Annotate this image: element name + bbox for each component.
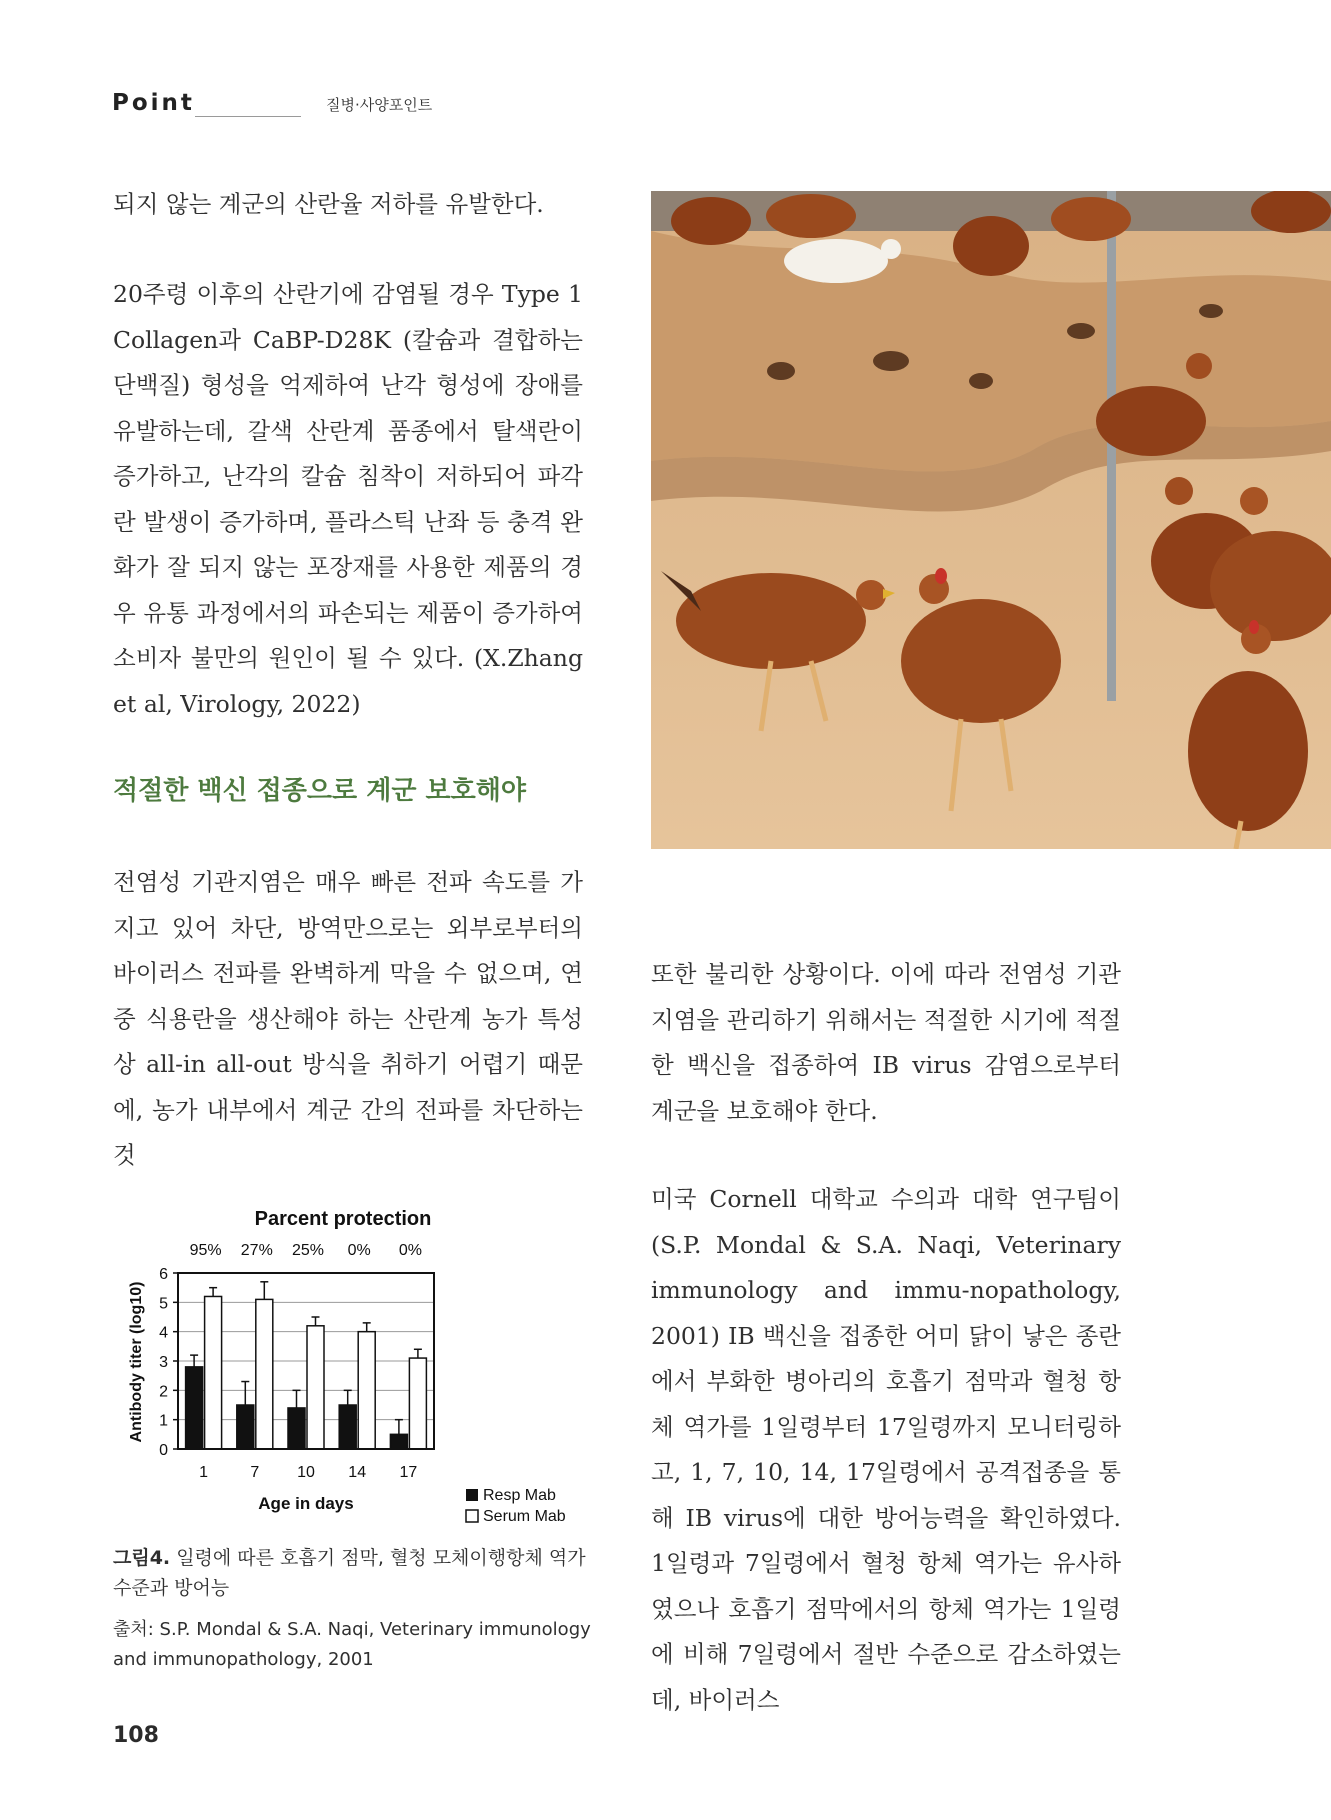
- page-number: 108: [113, 1723, 159, 1748]
- header-section-label: 질병·사양포인트: [326, 96, 433, 114]
- chart-y-tick-label: 6: [159, 1266, 168, 1283]
- figure-caption-label: 그림4.: [113, 1547, 171, 1569]
- bar-serum-mab: [205, 1296, 222, 1449]
- bar-serum-mab: [307, 1326, 324, 1449]
- legend-serum-label: Serum Mab: [483, 1508, 566, 1525]
- bar-resp-mab: [339, 1405, 356, 1449]
- header-rule: [195, 116, 301, 117]
- legend-serum-swatch: [466, 1510, 478, 1522]
- chart-protection-label: 27%: [240, 1242, 273, 1259]
- bar-serum-mab: [358, 1332, 375, 1449]
- bar-resp-mab: [288, 1408, 305, 1449]
- right-paragraph-2: 미국 Cornell 대학교 수의과 대학 연구팀이 (S.P. Mondal & S.A. Naqi, Veterinary immunology and immu-nopathology, 2001) IB 백신을 접종한 어미 닭이 낳은 종란에서 부화한 병아리의 호흡기 점막과 혈청 항체 역가를 1일령부터 17일령까지 모니터링하고, 1, 7, 10, 14, 17일령에서 공격접종을 통해 IB virus에 대한 방어능력을 확인하였다. 1일령과 7일령에서 혈청 항체 역가는 유사하였으나 호흡기 점막에서의 항체 역가는 1일령에 비해 7일령에서 절반 수준으로 감소하였는데, 바이러스: [651, 1185, 1121, 1714]
- antibody-chart-svg: [113, 1205, 599, 1535]
- left-paragraph-1: 되지 않는 계군의 산란율 저하를 유발한다.: [113, 190, 544, 218]
- left-paragraph-2-wrap: [113, 272, 583, 727]
- chickens-photo: [651, 191, 1331, 849]
- chart-x-tick-label: 1: [199, 1464, 209, 1481]
- figure-source: 출처: S.P. Mondal & S.A. Naqi, Veterinary immunology and immunopathology, 2001: [113, 1619, 591, 1670]
- right-paragraph-2-wrap: [651, 1177, 1121, 1723]
- left-paragraph-1-wrap: [113, 182, 583, 228]
- chart-y-tick-label: 3: [159, 1354, 168, 1371]
- figure-caption-text: 일령에 따른 호흡기 점막, 혈청 모체이행항체 역가 수준과 방어능: [113, 1547, 586, 1599]
- chart-y-tick-label: 0: [159, 1442, 168, 1459]
- chart-protection-label: 0%: [398, 1242, 422, 1259]
- left-paragraph-2: 20주령 이후의 산란기에 감염될 경우 Type 1 Collagen과 CaBP-D28K (칼슘과 결합하는 단백질) 형성을 억제하여 난각 형성에 장애를 유발하는데, 갈색 산란계 품종에서 탈색란이 증가하고, 난각의 칼슘 침착이 저하되어 파각란 발생이 증가하며, 플라스틱 난좌 등 충격 완화가 잘 되지 않는 포장재를 사용한 제품의 경우 유통 과정에서의 파손되는 제품이 증가하여 소비자 불만의 원인이 될 수 있다. (X.Zhang et al, Virology, 2022): [113, 280, 583, 718]
- chart-y-tick-label: 5: [159, 1295, 168, 1313]
- chart-x-tick-label: 7: [250, 1464, 260, 1481]
- header-point-label: Point: [112, 90, 195, 116]
- left-paragraph-3: 전염성 기관지염은 매우 빠른 전파 속도를 가지고 있어 차단, 방역만으로는 외부로부터의 바이러스 전파를 완벽하게 막을 수 없으며, 연중 식용란을 생산해야 하는 산란계 농가 특성상 all-in all-out 방식을 취하기 어렵기 때문에, 농가 내부에서 계군 간의 전파를 차단하는 것: [113, 868, 583, 1169]
- legend-resp-label: Resp Mab: [483, 1487, 556, 1504]
- chart-protection-label: 95%: [189, 1242, 222, 1259]
- chart-y-axis-label: Antibody titer (log10): [128, 1281, 145, 1443]
- bar-serum-mab: [256, 1299, 273, 1449]
- legend-resp-swatch: [466, 1489, 478, 1501]
- antibody-chart: [113, 1205, 599, 1535]
- left-paragraph-3-wrap: [113, 860, 583, 1179]
- chart-title: Parcent protection: [254, 1208, 432, 1230]
- chart-y-tick-label: 4: [159, 1324, 168, 1342]
- chart-x-tick-label: 14: [348, 1464, 367, 1481]
- bar-serum-mab: [409, 1358, 426, 1449]
- chart-x-tick-label: 10: [297, 1464, 315, 1481]
- bar-resp-mab: [186, 1367, 203, 1449]
- bar-resp-mab: [237, 1405, 254, 1449]
- section-subheading: 적절한 백신 접종으로 계군 보호해야: [113, 776, 526, 806]
- right-paragraph-1: 또한 불리한 상황이다. 이에 따라 전염성 기관지염을 관리하기 위해서는 적절한 시기에 적절한 백신을 접종하여 IB virus 감염으로부터 계군을 보호해야 한다.: [651, 960, 1121, 1125]
- right-paragraph-1-wrap: [651, 952, 1121, 1134]
- chart-y-tick-label: 2: [159, 1383, 168, 1401]
- figure-caption: [113, 1543, 603, 1603]
- chart-protection-label: 25%: [291, 1242, 325, 1259]
- chart-x-axis-label: Age in days: [258, 1494, 354, 1513]
- bar-resp-mab: [390, 1434, 407, 1449]
- chart-protection-label: 0%: [347, 1242, 371, 1259]
- chart-x-tick-label: 17: [399, 1464, 418, 1481]
- chart-y-tick-label: 1: [159, 1412, 168, 1430]
